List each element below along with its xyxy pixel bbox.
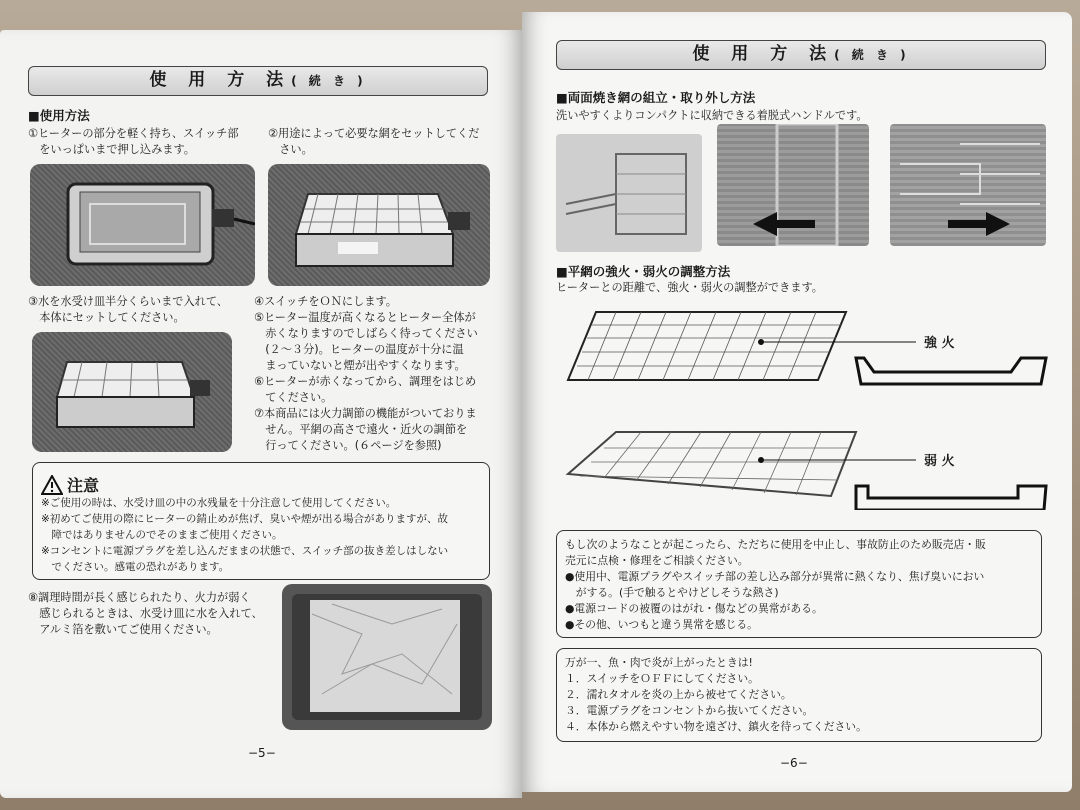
warn-line: ●その他、いつもと違う異常を感じる。: [565, 618, 758, 631]
caution-box: [32, 462, 490, 580]
step-8-line-3: アルミ箔を敷いてご使用ください。: [28, 623, 218, 636]
stop-use-warning-box: [556, 530, 1042, 638]
step-2-line-2: さい。: [268, 143, 313, 156]
fire-line: ２．濡れタオルを炎の上から被せてください。: [565, 688, 792, 701]
steps-line: (２～３分)。ヒーターの温度が十分に温: [254, 343, 464, 356]
caution-title: 注意: [67, 476, 100, 495]
grill-pan-illustration: [30, 164, 255, 286]
steps-line: 行ってください。(６ページを参照): [254, 439, 442, 452]
step-3-line-2: 本体にセットしてください。: [28, 311, 185, 324]
steps-line: せん。平網の高さで遠火・近火の調節を: [254, 423, 468, 436]
steps-line: ⑦本商品には火力調節の機能がついておりま: [254, 407, 477, 420]
left-section-heading: ■使用方法: [28, 108, 90, 123]
fire-instructions-box: [556, 648, 1042, 742]
photo-handle-detach: [717, 124, 869, 246]
steps-line: てください。: [254, 391, 333, 404]
photo-foil-tray: [282, 584, 492, 730]
right-title-sub: ( 続 き ): [834, 48, 910, 62]
foil-tray-illustration: [282, 584, 492, 730]
caution-line: 障ではありませんのでそのままご使用ください。: [41, 529, 283, 541]
section-assembly-text: 洗いやすくよりコンパクトに収納できる着脱式ハンドルです。: [556, 109, 868, 122]
right-page: [522, 12, 1072, 792]
strong-net-illustration: [568, 312, 1046, 384]
caution-line: でください。感電の恐れがあります。: [41, 561, 230, 573]
weak-net-illustration: [568, 432, 1046, 510]
steps-line: ④スイッチをＯＮにします。: [254, 295, 397, 308]
steps-line: ⑤ヒーター温度が高くなるとヒーター全体が: [254, 311, 476, 324]
warn-line: もし次のようなことが起こったら、ただちに使用を中止し、事故防止のため販売店・販: [565, 538, 986, 551]
step-8-line-1: ⑧調理時間が長く感じられたり、火力が弱く: [28, 591, 251, 604]
left-title: 使 用 方 法: [149, 70, 292, 90]
warn-line: 売元に点検・修理をご相談ください。: [565, 554, 749, 567]
grill-set-illustration: [32, 332, 232, 452]
steps-line: まっていないと煙が出やすくなります。: [254, 359, 466, 372]
warn-line: ●電源コードの被覆のはがれ・傷などの異常がある。: [565, 602, 823, 615]
photo-grill-pan: [30, 164, 255, 286]
caution-line: ※コンセントに電源プラグを差し込んだままの状態で、スイッチ部の抜き差しはしない: [41, 545, 449, 557]
net-height-diagram: [556, 300, 1066, 510]
section-heat-text: ヒーターとの距離で、強火・弱火の調整ができます。: [556, 281, 823, 294]
photo-double-net: [556, 134, 702, 252]
step-8-line-2: 感じられるときは、水受け皿に水を入れて、: [28, 607, 263, 620]
page-number-6: −6−: [780, 756, 808, 770]
page-number-5: −5−: [248, 746, 276, 760]
photo-grill-with-net: [268, 164, 490, 286]
arrow-right-icon: [890, 124, 1046, 246]
weak-heat-label: 弱 火: [924, 454, 955, 469]
fire-line: 万が一、魚・肉で炎が上がったときは!: [565, 656, 753, 669]
fire-line: １．スイッチをＯＦＦにしてください。: [565, 672, 759, 685]
warning-triangle-icon: [41, 475, 63, 495]
grill-net-illustration: [268, 164, 490, 286]
step-3-line-1: ③水を水受け皿半分くらいまで入れて、: [28, 295, 228, 308]
right-title-banner: [556, 40, 1046, 70]
warn-line: がする。(手で触るとやけどしそうな熱さ): [565, 586, 779, 599]
left-title-sub: ( 続 き ): [291, 74, 367, 88]
step-1-line-1: ①ヒーターの部分を軽く持ち、スイッチ部: [28, 127, 239, 140]
left-page: [0, 30, 522, 798]
caution-line: ※ご使用の時は、水受け皿の中の水残量を十分注意して使用してください。: [41, 497, 397, 509]
photo-grill-set: [32, 332, 232, 452]
left-title-banner: [28, 66, 488, 96]
fire-line: ４．本体から燃えやすい物を遠ざけ、鎮火を待ってください。: [565, 720, 867, 733]
fire-line: ３．電源プラグをコンセントから抜いてください。: [565, 704, 814, 717]
photo-handle-attach: [890, 124, 1046, 246]
strong-heat-label: 強 火: [924, 336, 955, 351]
steps-line: 赤くなりますのでしばらく待ってください: [254, 327, 478, 340]
double-net-illustration: [556, 134, 702, 252]
right-title: 使 用 方 法: [692, 44, 835, 64]
arrow-left-icon: [717, 124, 869, 246]
section-heat-heading: ■平網の強火・弱火の調整方法: [556, 264, 731, 279]
step-2-line-1: ②用途によって必要な網をセットしてくだ: [268, 127, 480, 140]
step-1-line-2: をいっぱいまで押し込みます。: [28, 143, 195, 156]
steps-line: ⑥ヒーターが赤くなってから、調理をはじめ: [254, 375, 477, 388]
warn-line: ●使用中、電源プラグやスイッチ部の差し込み部分が異常に熱くなり、焦げ臭いにおい: [565, 570, 985, 583]
section-assembly-heading: ■両面焼き網の組立・取り外し方法: [556, 90, 756, 105]
caution-line: ※初めてご使用の際にヒーターの錆止めが焦げ、臭いや煙が出る場合がありますが、故: [41, 513, 448, 525]
